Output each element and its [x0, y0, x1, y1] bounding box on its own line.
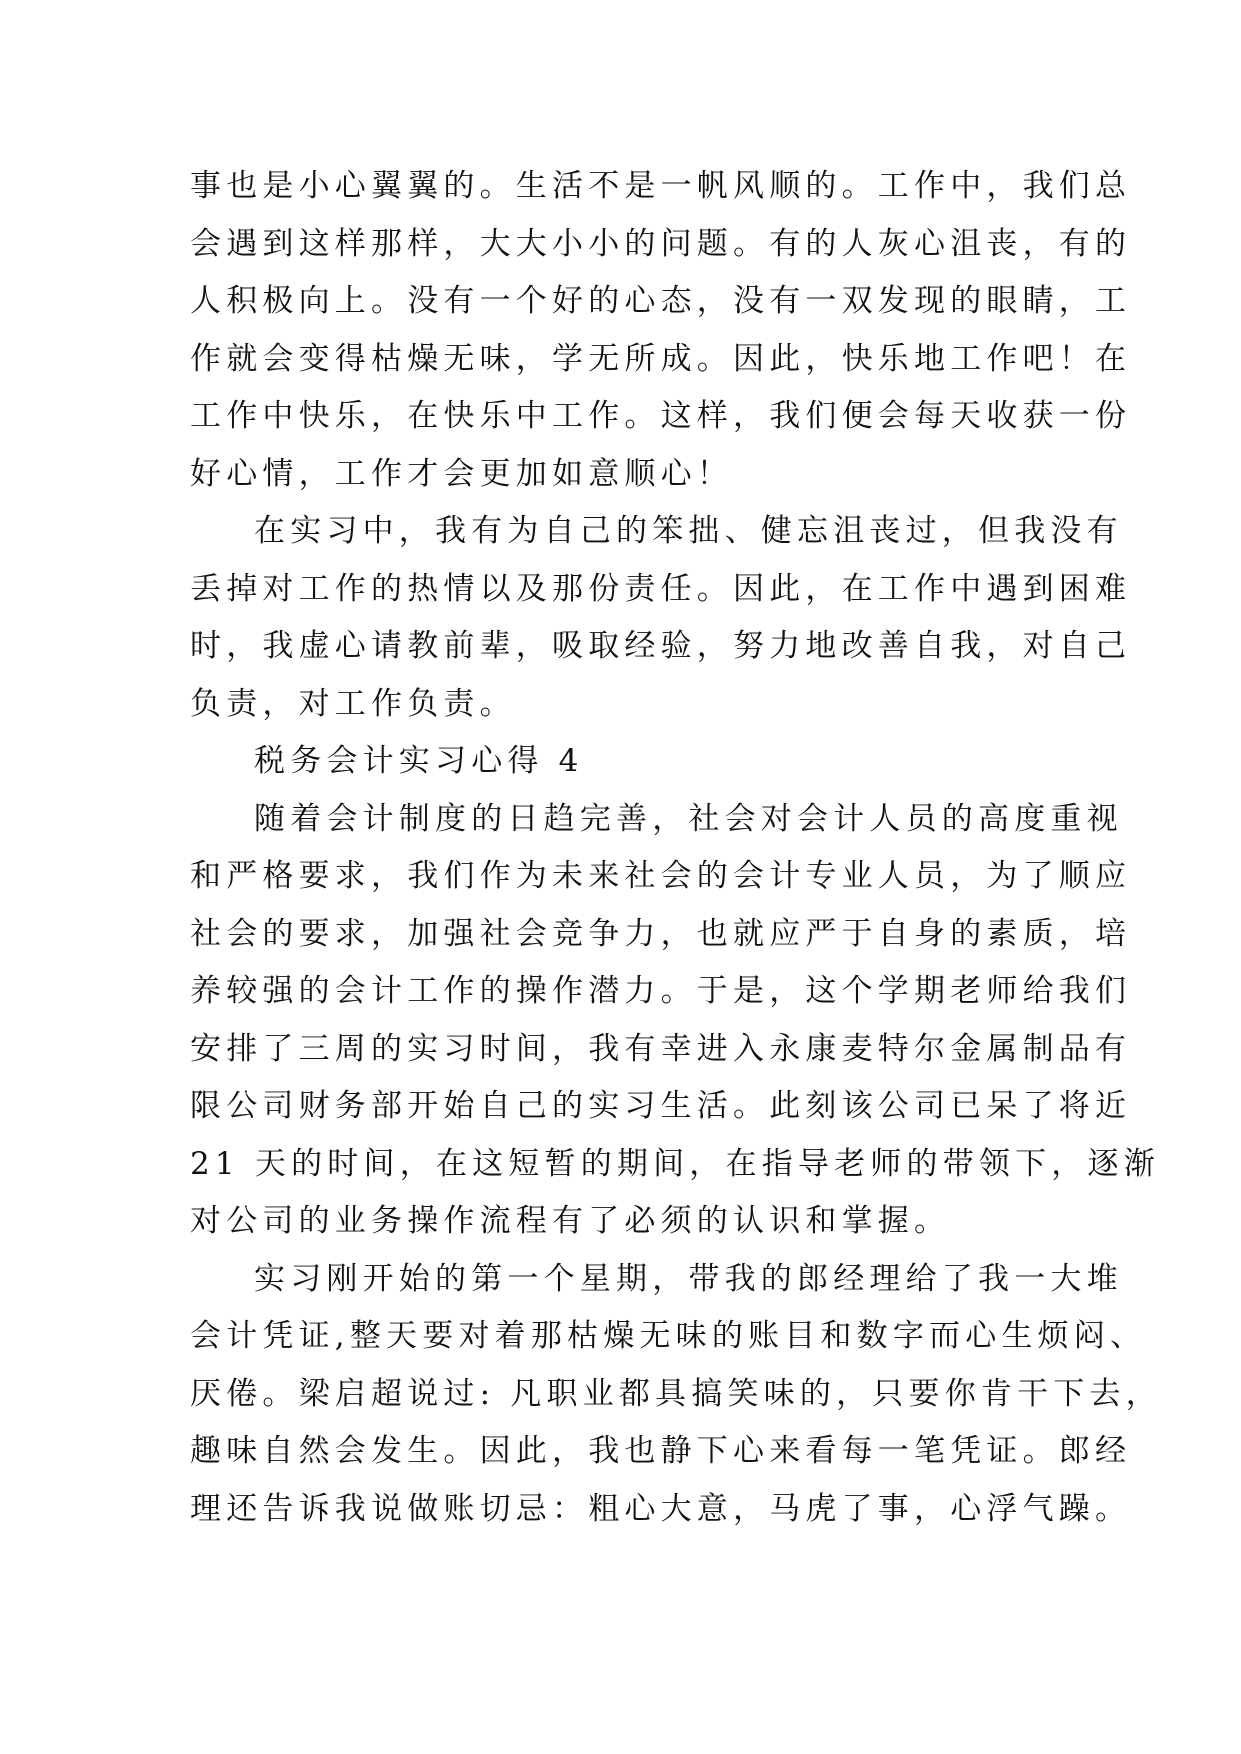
text-line: 事也是小心翼翼的。生活不是一帆风顺的。工作中，我们总	[190, 168, 1132, 204]
text-line: 养较强的会计工作的操作潜力。于是，这个学期老师给我们	[190, 973, 1132, 1009]
text-line: 和严格要求，我们作为未来社会的会计专业人员，为了顺应	[190, 858, 1132, 894]
text-line: 会计凭证,整天要对着那枯燥无味的账目和数字而心生烦闷、	[190, 1318, 1147, 1354]
text-line: 理还告诉我说做账切忌：粗心大意，马虎了事，心浮气躁。	[190, 1490, 1132, 1527]
text-line: 对公司的业务操作流程有了必须的认识和掌握。	[190, 1203, 951, 1239]
text-line: 时，我虚心请教前辈，吸取经验，努力地改善自我，对自己	[190, 628, 1132, 664]
paragraph-start-line: 实习刚开始的第一个星期，带我的郎经理给了我一大堆	[254, 1260, 1123, 1297]
text-line: 会遇到这样那样，大大小小的问题。有的人灰心沮丧，有的	[190, 225, 1132, 262]
text-line: 安排了三周的实习时间，我有幸进入永康麦特尔金属制品有	[190, 1030, 1132, 1067]
text-line: 厌倦。梁启超说过: 凡职业都具搞笑味的，只要你肯干下去，	[190, 1375, 1162, 1412]
paragraph-start-line: 在实习中，我有为自己的笨拙、健忘沮丧过，但我没有	[254, 513, 1123, 549]
text-line: 好心情，工作才会更加如意顺心！	[190, 455, 733, 492]
section-heading: 税务会计实习心得 4	[254, 743, 584, 779]
text-line: 限公司财务部开始自己的实习生活。此刻该公司已呆了将近	[190, 1088, 1132, 1124]
text-line: 丢掉对工作的热情以及那份责任。因此，在工作中遇到困难	[190, 570, 1132, 607]
paragraph-start-line: 随着会计制度的日趋完善，社会对会计人员的高度重视	[254, 800, 1123, 837]
text-line: 趣味自然会发生。因此，我也静下心来看每一笔凭证。郎经	[190, 1433, 1132, 1469]
text-line: 负责，对工作负责。	[190, 685, 516, 722]
text-line: 人积极向上。没有一个好的心态，没有一双发现的眼睛，工	[190, 283, 1132, 319]
text-line: 21 天的时间，在这短暂的期间，在指导老师的带领下，逐渐	[190, 1145, 1160, 1182]
text-line: 社会的要求，加强社会竞争力，也就应严于自身的素质，培	[190, 915, 1132, 952]
text-line: 作就会变得枯燥无味，学无所成。因此，快乐地工作吧！在	[190, 340, 1132, 377]
text-line: 工作中快乐，在快乐中工作。这样，我们便会每天收获一份	[190, 398, 1132, 434]
body-text	[190, 158, 1162, 1538]
